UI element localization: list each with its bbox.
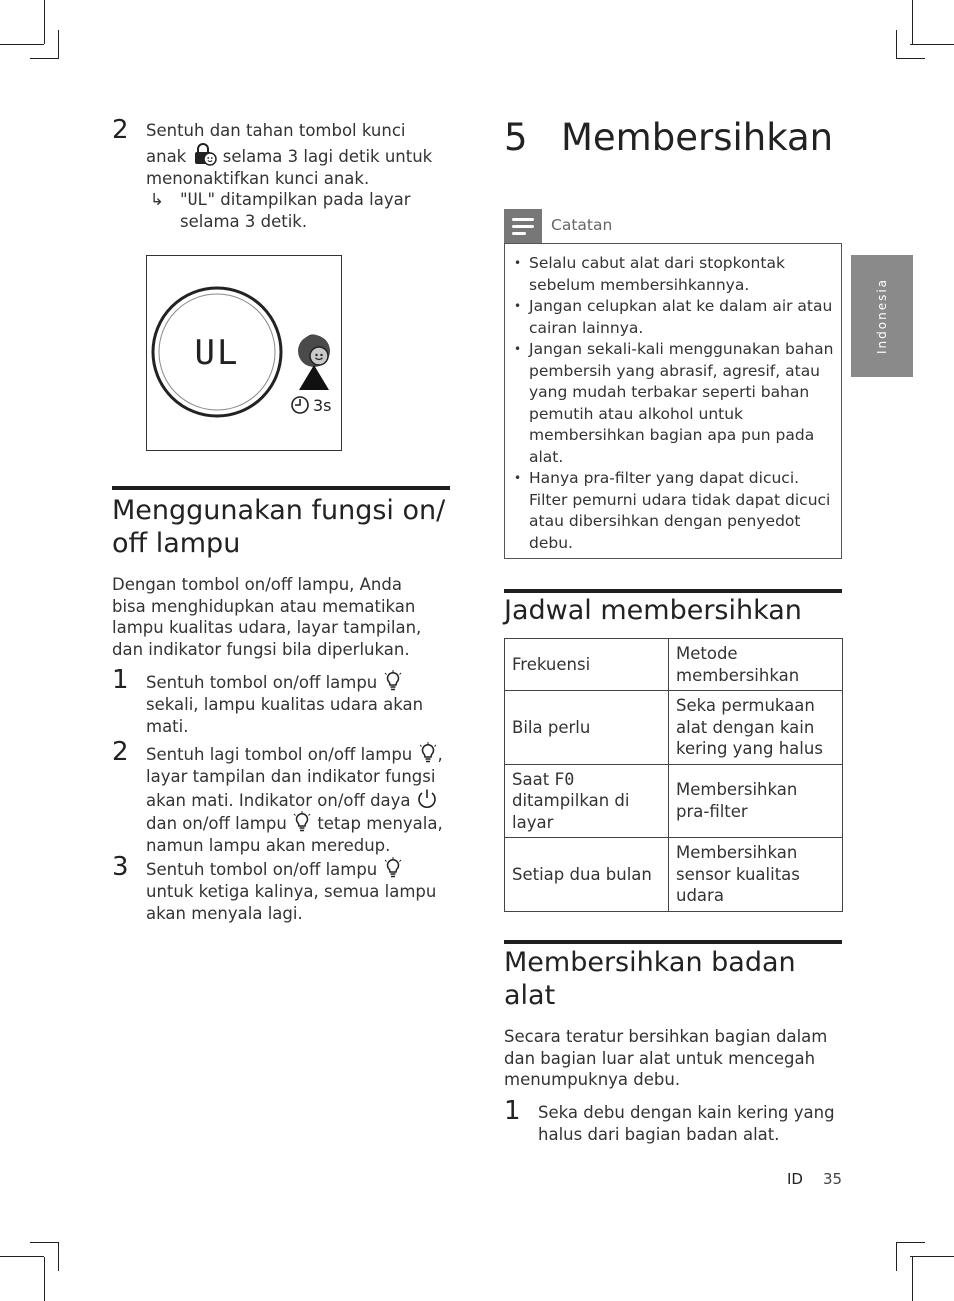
crop-mark <box>910 1256 954 1257</box>
crop-mark <box>896 58 925 59</box>
bullet-icon: • <box>514 299 522 313</box>
chapter-title: Membersihkan <box>561 116 834 159</box>
display-code: F0 <box>554 769 575 789</box>
table-row <box>505 764 843 838</box>
cell-text: ditampilkan di layar <box>512 791 630 832</box>
section-title-body <box>504 946 796 1012</box>
table-cell: Seka permukaan alat dengan kain kering yang halus <box>669 691 843 765</box>
section-rule <box>112 486 450 490</box>
section-title-schedule: Jadwal membersihkan <box>504 595 802 626</box>
crop-mark <box>912 1257 913 1301</box>
note-item-text: Jangan celupkan alat ke dalam air atau cairan lainnya. <box>529 297 833 337</box>
result-text: selama 3 detik. <box>180 212 308 232</box>
child-lock-icon <box>298 335 330 367</box>
step-number: 1 <box>112 665 129 695</box>
cell-text: Saat <box>512 769 555 789</box>
light-bulb-icon <box>418 742 438 764</box>
step-text-segment: anak <box>146 146 187 166</box>
step-text-segment: Sentuh tombol on/off lampu <box>146 860 378 879</box>
step-text-segment: Sentuh lagi tombol on/off lampu <box>146 745 413 764</box>
display-illustration <box>147 256 343 452</box>
crop-mark <box>44 0 45 44</box>
step-text-segment: dan on/off lampu <box>146 814 287 834</box>
table-header-cell: Metode membersihkan <box>669 639 843 691</box>
light-bulb-icon <box>292 811 312 833</box>
note-item <box>514 253 834 296</box>
section-rule <box>504 940 842 944</box>
light-step-3 <box>146 857 446 924</box>
step-number: 2 <box>112 115 129 145</box>
body-intro: Secara teratur bersihkan bagian dalam dan bagian luar alat untuk mencegah menumpuknya debu. <box>504 1027 828 1089</box>
table-cell <box>505 764 669 838</box>
step-text-line <box>146 142 446 168</box>
bullet-icon: • <box>514 342 522 356</box>
timer-icon <box>292 397 308 413</box>
crop-mark <box>896 30 897 59</box>
section-title-light <box>112 494 457 560</box>
table-row <box>505 691 843 765</box>
crop-mark <box>896 1242 925 1243</box>
table-header-cell: Frekuensi <box>505 639 669 691</box>
crop-mark <box>58 30 59 59</box>
step-text-line: menonaktifkan kunci anak. <box>146 168 370 188</box>
step-text-segment: Sentuh tombol on/off lampu <box>146 673 378 692</box>
table-header-row <box>505 639 843 691</box>
light-intro: Dengan tombol on/off lampu, Anda bisa menghidupkan atau mematikan lampu kualitas udara, layar tampilan, dan indikator fungsi bila diperlukan. <box>112 575 422 659</box>
light-bulb-icon <box>383 857 403 879</box>
bullet-icon: • <box>514 471 522 485</box>
cleaning-schedule-table <box>504 638 843 912</box>
step-text-segment: tetap menyala, namun lampu akan meredup. <box>146 814 443 856</box>
crop-mark <box>44 1257 45 1301</box>
table-cell: Setiap dua bulan <box>505 838 669 912</box>
step-number: 1 <box>504 1096 521 1126</box>
section-title-line: Menggunakan fungsi on/ <box>112 495 446 526</box>
language-side-tab-label: Indonesia <box>875 277 889 355</box>
crop-mark <box>30 58 59 59</box>
crop-mark <box>58 1242 59 1271</box>
chapter-number: 5 <box>504 116 528 159</box>
crop-mark <box>912 0 913 44</box>
language-side-tab <box>851 255 913 377</box>
light-step-1 <box>146 670 446 737</box>
step-text-segment: sekali, lampu kualitas udara akan mati. <box>146 694 424 736</box>
step-number: 3 <box>112 852 129 882</box>
step-text-segment: selama 3 lagi detik untuk <box>222 146 433 166</box>
step-2-text <box>146 120 446 233</box>
note-item <box>514 339 834 468</box>
section-title-line: alat <box>504 980 556 1011</box>
timer-label: 3s <box>313 396 332 415</box>
note-item-text: Jangan sekali-kali menggunakan bahan pembersih yang abrasif, agresif, atau yang mudah terbakar seperti bahan pemutih atau alkohol untuk membersihkan bagian apa pun pada alat. <box>529 340 834 466</box>
step-text-segment: , layar tampilan dan indikator fungsi akan mati. Indikator on/off daya <box>146 745 443 810</box>
page-number: 35 <box>823 1170 843 1188</box>
crop-mark <box>0 44 44 45</box>
section-title-line: off lampu <box>112 528 241 559</box>
table-cell: Membersihkan pra-filter <box>669 764 843 838</box>
result-arrow-icon: ↳ <box>150 190 164 210</box>
display-code: UL <box>187 190 208 210</box>
step-text-line: Sentuh dan tahan tombol kunci <box>146 121 406 140</box>
result-text: " ditampilkan pada layar <box>207 190 411 210</box>
power-icon <box>416 788 438 810</box>
step-text-segment: untuk ketiga kalinya, semua lampu akan menyala lagi. <box>146 881 437 923</box>
bullet-icon: • <box>514 256 522 270</box>
note-item <box>514 468 834 554</box>
touch-arrow-icon <box>299 365 329 390</box>
note-icon <box>504 209 542 243</box>
step-result <box>146 189 446 233</box>
child-lock-icon <box>192 142 218 166</box>
crop-mark <box>910 44 954 45</box>
display-text: UL <box>194 333 240 373</box>
crop-mark <box>0 1256 44 1257</box>
footer-language: ID <box>787 1170 803 1188</box>
table-cell: Bila perlu <box>505 691 669 765</box>
note-item-text: Hanya pra-filter yang dapat dicuci. Filter pemurni udara tidak dapat dicuci atau dibersihkan dengan penyedot debu. <box>529 469 831 552</box>
crop-mark <box>896 1242 897 1271</box>
note-item-text: Selalu cabut alat dari stopkontak sebelum membersihkannya. <box>529 254 785 294</box>
note-box <box>504 243 842 559</box>
body-step-text: Seka debu dengan kain kering yang halus dari bagian badan alat. <box>538 1103 835 1144</box>
note-label: Catatan <box>551 216 613 234</box>
light-bulb-icon <box>383 670 403 692</box>
section-rule <box>504 589 842 593</box>
step-number: 2 <box>112 737 129 767</box>
section-title-line: Membersihkan badan <box>504 947 796 978</box>
crop-mark <box>30 1242 59 1243</box>
light-step-2 <box>146 742 451 857</box>
table-row <box>505 838 843 912</box>
table-cell: Membersihkan sensor kualitas udara <box>669 838 843 912</box>
note-item <box>514 296 834 339</box>
result-quote: " <box>180 190 188 210</box>
display-figure <box>146 255 342 451</box>
